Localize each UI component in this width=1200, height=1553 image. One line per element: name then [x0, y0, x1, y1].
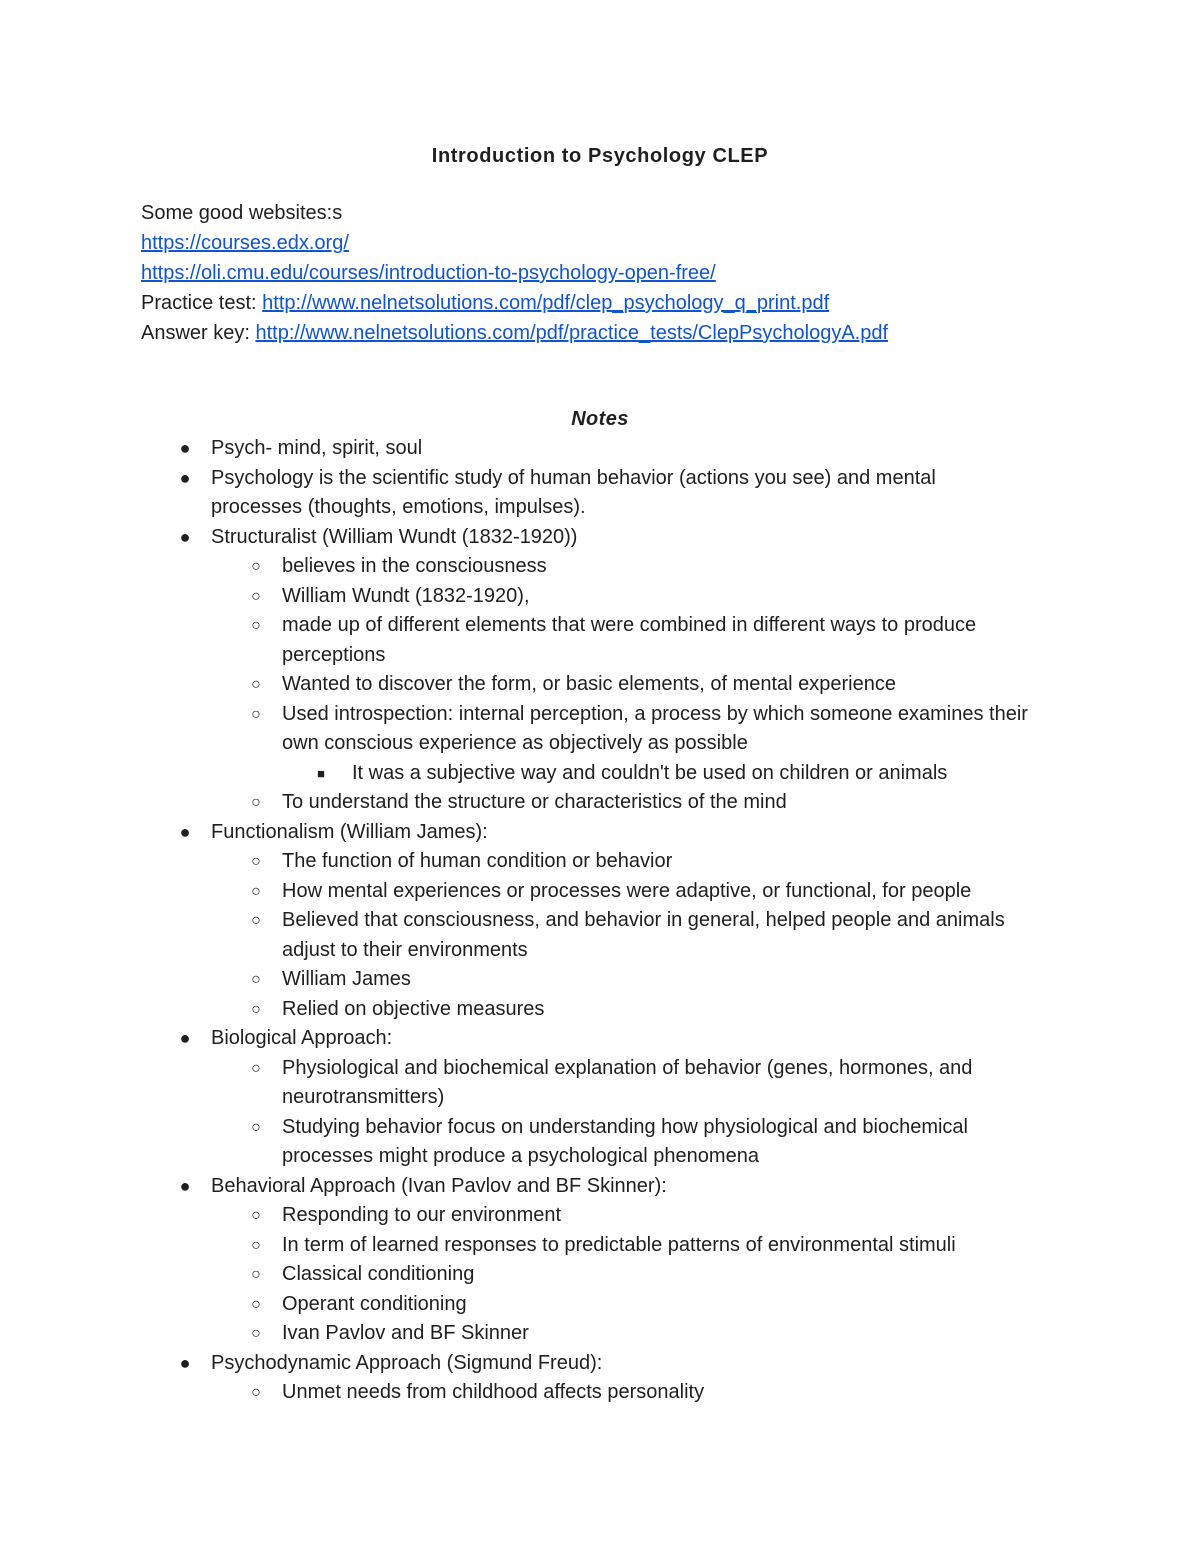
list-item-text: Psychology is the scientific study of human behavior (actions you see) and mental processes (thoughts, emotions, impulses). — [211, 466, 936, 518]
bullet-circle-icon: ○ — [251, 794, 261, 811]
list-item-text: Unmet needs from childhood affects personality — [282, 1381, 705, 1403]
list-item — [0, 611, 1200, 670]
list-item-text: Structuralist (William Wundt (1832-1920)) — [211, 525, 578, 548]
list-item-text: William James — [282, 968, 411, 990]
list-item — [0, 464, 1200, 523]
list-item — [0, 818, 1200, 848]
list-item — [0, 670, 1200, 700]
bullet-square-icon: ■ — [317, 765, 325, 781]
list-item — [0, 1231, 1200, 1261]
list-item — [0, 582, 1200, 612]
bullet-circle-icon: ○ — [251, 1266, 261, 1283]
bullet-circle-icon: ○ — [251, 1384, 261, 1401]
list-item — [0, 847, 1200, 877]
bullet-disc-icon: ● — [179, 821, 191, 842]
list-item-text: Physiological and biochemical explanation of behavior (genes, hormones, and neurotransmitters) — [282, 1056, 973, 1108]
document-title: Introduction to Psychology CLEP — [431, 145, 769, 167]
intro-link-row-1 — [141, 228, 1141, 258]
bullet-circle-icon: ○ — [251, 1236, 261, 1254]
list-item-text: How mental experiences or processes were adaptive, or functional, for people — [282, 879, 972, 902]
bullet-circle-icon: ○ — [251, 1059, 261, 1077]
bullet-disc-icon: ● — [179, 526, 191, 547]
list-item — [0, 1024, 1200, 1054]
bullet-circle-icon: ○ — [251, 912, 261, 929]
list-item — [0, 1290, 1200, 1320]
bullet-circle-icon: ○ — [251, 853, 261, 870]
list-item — [0, 759, 1200, 789]
list-item-text: Relied on objective measures — [282, 997, 545, 1020]
list-item — [0, 434, 1200, 464]
bullet-disc-icon: ● — [179, 467, 191, 488]
list-item-text: Classical conditioning — [282, 1263, 475, 1285]
list-item-text: In term of learned responses to predictable patterns of environmental stimuli — [282, 1233, 956, 1256]
notes-heading: Notes — [571, 408, 629, 430]
list-item — [0, 1172, 1200, 1202]
bullet-disc-icon: ● — [179, 1175, 191, 1196]
list-item — [0, 788, 1200, 818]
list-item-text: Functionalism (William James): — [211, 820, 488, 843]
list-item — [0, 1260, 1200, 1290]
bullet-disc-icon: ● — [179, 1352, 191, 1373]
list-item — [0, 1349, 1200, 1379]
list-item — [0, 877, 1200, 907]
notes-list — [0, 434, 1200, 1408]
bullet-circle-icon: ○ — [251, 676, 261, 693]
practice-test-label: Practice test: — [141, 292, 263, 314]
bullet-disc-icon: ● — [179, 1028, 191, 1048]
bullet-circle-icon: ○ — [251, 1000, 261, 1018]
list-item — [0, 523, 1200, 553]
list-item — [0, 995, 1200, 1025]
answer-key-label: Answer key: — [141, 322, 256, 344]
list-item — [0, 1201, 1200, 1231]
bullet-circle-icon: ○ — [251, 617, 261, 634]
list-item-text: Ivan Pavlov and BF Skinner — [282, 1322, 529, 1344]
bullet-circle-icon: ○ — [251, 1207, 261, 1224]
list-item-text: Responding to our environment — [282, 1204, 562, 1226]
list-item-text: believes in the consciousness — [282, 555, 547, 577]
practice-test-row — [141, 288, 1141, 318]
list-item-text: Studying behavior focus on understanding how physiological and biochemical processes might produce a psychological phenomena — [282, 1115, 968, 1167]
list-item-text: made up of different elements that were combined in different ways to produce perceptions — [282, 614, 977, 666]
list-item — [0, 1054, 1200, 1113]
practice-test-link[interactable]: http://www.nelnetsolutions.com/pdf/clep_psychology_q_print.pdf — [262, 292, 830, 314]
bullet-circle-icon: ○ — [251, 1118, 261, 1136]
bullet-circle-icon: ○ — [251, 705, 261, 723]
list-item-text: Psych- mind, spirit, soul — [211, 437, 423, 459]
bullet-circle-icon: ○ — [251, 1325, 261, 1342]
list-item-text: To understand the structure or characteristics of the mind — [282, 791, 787, 813]
list-item — [0, 906, 1200, 965]
bullet-circle-icon: ○ — [251, 587, 261, 605]
bullet-circle-icon: ○ — [251, 558, 261, 575]
list-item-text: Psychodynamic Approach (Sigmund Freud): — [211, 1351, 603, 1374]
list-item-text: Biological Approach: — [211, 1027, 393, 1049]
answer-key-row — [141, 318, 1141, 348]
list-item — [0, 1113, 1200, 1172]
list-item-text: It was a subjective way and couldn't be used on children or animals — [352, 761, 948, 784]
bullet-disc-icon: ● — [179, 438, 191, 458]
answer-key-link[interactable]: http://www.nelnetsolutions.com/pdf/practice_tests/ClepPsychologyA.pdf — [255, 322, 889, 344]
intro-lead: Some good websites:s — [141, 202, 343, 224]
list-item — [0, 1378, 1200, 1408]
list-item-text: Wanted to discover the form, or basic elements, of mental experience — [282, 673, 896, 695]
list-item — [0, 965, 1200, 995]
edx-link[interactable]: https://courses.edx.org/ — [141, 232, 349, 254]
bullet-circle-icon: ○ — [251, 1295, 261, 1313]
list-item-text: Behavioral Approach (Ivan Pavlov and BF Skinner): — [211, 1174, 667, 1197]
list-item-text: William Wundt (1832-1920), — [282, 584, 530, 607]
list-item-text: Used introspection: internal perception, a process by which someone examines their own conscious experience as objectively as possible — [282, 702, 1028, 754]
intro-section — [141, 198, 1141, 348]
list-item-text: Operant conditioning — [282, 1292, 467, 1315]
oli-cmu-link[interactable]: https://oli.cmu.edu/courses/introduction-to-psychology-open-free/ — [141, 262, 716, 284]
list-item — [0, 552, 1200, 582]
list-item-text: Believed that consciousness, and behavior in general, helped people and animals adjust to their environments — [282, 909, 1005, 961]
bullet-circle-icon: ○ — [251, 882, 261, 900]
list-item-text: The function of human condition or behavior — [282, 850, 673, 872]
bullet-circle-icon: ○ — [251, 971, 261, 988]
list-item — [0, 1319, 1200, 1349]
list-item — [0, 700, 1200, 759]
intro-link-row-2 — [141, 258, 1141, 288]
